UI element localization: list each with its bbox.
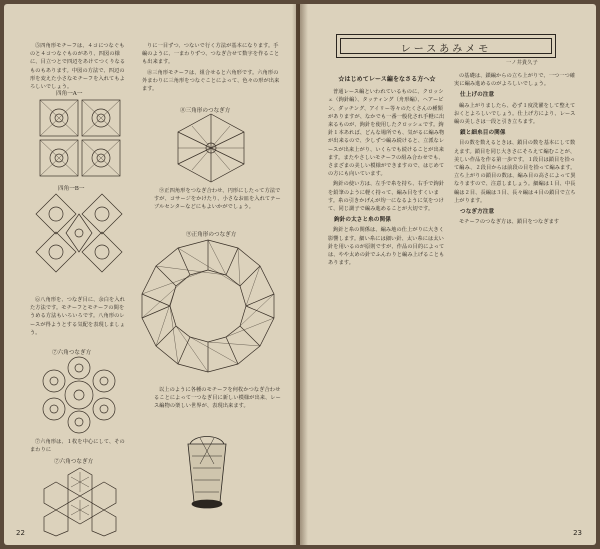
paragraph: 以上のように各種のモチーフを何枚かつなぎ合わせることによって一つなぎ目に新しい模様が出来、レース編物の楽しい世界が、表現出来ます。 — [154, 387, 281, 410]
section-heading: ☆はじめてレース編をなさる方へ☆ — [338, 76, 436, 83]
octagon-ring-diagram — [132, 236, 284, 376]
paragraph: の基礎は、鎖編からの立ち上がりで、一つ一つ確実に編み進めるのがよろしいでしょう。 — [454, 73, 576, 88]
author-name: 一ノ井貴久子 — [506, 60, 538, 66]
right-page — [300, 4, 596, 545]
paragraph: 普通レース編といわれているものに、クロッシェ（鉤針編）、タッティング（舟形編）、ヘアーピン、ダッチング、アイリー等々のたくさんの種類がありますが、なかでも一番一般化され手軽に出来るものが、鉤針を使用したクロッシェです。鉤針１本あれば、どんな場所でも、気がるに編み物が出来るので、少しずつ編み続けると、立派なレースが出来上がり、いくらでも続けることが出来ます。またやさしいモチーフの組み合わせでも、さまざまの美しい模様ができますので、はじめての方にも向いています。 — [328, 89, 445, 178]
subheading: 仕上げの注意 — [460, 92, 495, 99]
left-column-2c — [154, 386, 282, 413]
article-title: レースあみメモ — [400, 44, 492, 55]
title-box — [336, 34, 556, 58]
paragraph: 編み上がりましたら、必ず１度洗濯をして整えておくとよろしいでしょう。仕上げ方により、レース編の美しさは一段と引き立ちます。 — [454, 102, 576, 126]
paragraph: 目の数を数えるときは、鎖目の数を基本にして数えます。鎖目を同じ大きさにそろえて編むことが、美しい作品を作る第一歩です。１段目は鎖目を拾って編み、２段目からは前段の目を拾って編みます。立ち上がりの鎖目の数は、編み目の高さによって異なりますので、注意しましょう。細編は１目、中長編は２目、長編は３目、長々編は４目の鎖目で立ち上がります。 — [454, 140, 576, 204]
subheading: 鎖と細糸目の関係 — [460, 130, 506, 137]
page-number-left: 22 — [16, 529, 25, 537]
paragraph: 鉤針と糸の関係は、編み地の仕上がりに大きく影響します。細い糸には細い針、太い糸には太い針を用いるのが原則ですが、作品の目的によっては、やや太めの針でふんわりと編み上げることもあります。 — [328, 227, 445, 267]
paragraph: 鉤針の使い方は、左手で糸を持ち、右手で鉤針を鉛筆のように軽く持って、編み目をすくいます。糸の引きかげんが均一になるように気をつけて、同じ調子で編み進めることが大切です。 — [328, 181, 445, 213]
paragraph: ⑥八角形を、つなぎ目に、余白を入れた方法です。モチーフとモチーフの間をうめる方法もいろいろです。八角形のレースが得ようとする気配を表現しましょう。 — [30, 297, 125, 336]
subheading: 鉤針の太さと糸の関係 — [334, 217, 391, 224]
paragraph: モチーフのつなぎ方は、鎖目をつなぎます — [459, 219, 560, 226]
right-column-b — [454, 72, 576, 228]
hexagon-star-diagram — [38, 464, 122, 538]
square-motif-b-diagram — [34, 192, 124, 274]
left-column-1 — [30, 42, 128, 93]
caption-square-b: 四角一B一 — [58, 186, 85, 192]
right-column-a — [328, 72, 446, 269]
subheading: つなぎ方注意 — [460, 209, 495, 216]
page-number-right: 23 — [573, 529, 582, 537]
square-motif-a-diagram — [38, 98, 122, 178]
paragraph: ⑧三角形モチーフは、組合せると六角形です。六角形の外まわりに三角形をつなぐことによって、色々の形が出来ます。 — [142, 69, 280, 93]
left-column-2 — [142, 42, 282, 95]
paragraph: ⑤四角形モチーフは、４コにつなぐものと４コつなぐものがあり、四図の様に、目立つとで四辺をあけてつくりなるものもあります。中図の方法で、四辺の形を変えた小さなモチーフを入れてもよろしいでしょう。 — [30, 43, 126, 91]
paragraph: ⑨正四角形をつなぎ合わせ、円形にしたって方法ですが、コサージをかけたり、小さなお皿を入れてテーブルセンターなどにもよいかがでしょう。 — [154, 188, 281, 211]
left-column-1c — [30, 438, 128, 456]
caption-hexagon-c: ⑦六角つなぎ方 — [52, 350, 92, 356]
vase-illustration — [180, 434, 234, 512]
hexagon-flower-diagram — [36, 356, 122, 434]
paragraph: りに一目ずつ、つないで行く方法が基本になります。手編のように、一まわりずつ、つなぎ合せて数字を作ることも出来ます。 — [142, 43, 280, 66]
author-line — [506, 59, 538, 67]
caption-triangle: ⑧三角形のつなぎ方 — [180, 108, 231, 114]
left-column-2b — [154, 187, 282, 214]
left-column-1b — [30, 296, 128, 339]
book-gutter — [292, 4, 308, 545]
caption-square-a: 四角一A一 — [56, 91, 83, 97]
left-page — [4, 4, 296, 545]
caption-ring: ⑨正角形のつなぎ方 — [186, 232, 237, 238]
triangle-star-diagram — [172, 112, 250, 184]
paragraph: ⑦六角形は、１枚を中心にして、そのまわりに — [30, 439, 125, 454]
caption-hexagon-d: ⑦六角つなぎ方 — [54, 459, 94, 465]
